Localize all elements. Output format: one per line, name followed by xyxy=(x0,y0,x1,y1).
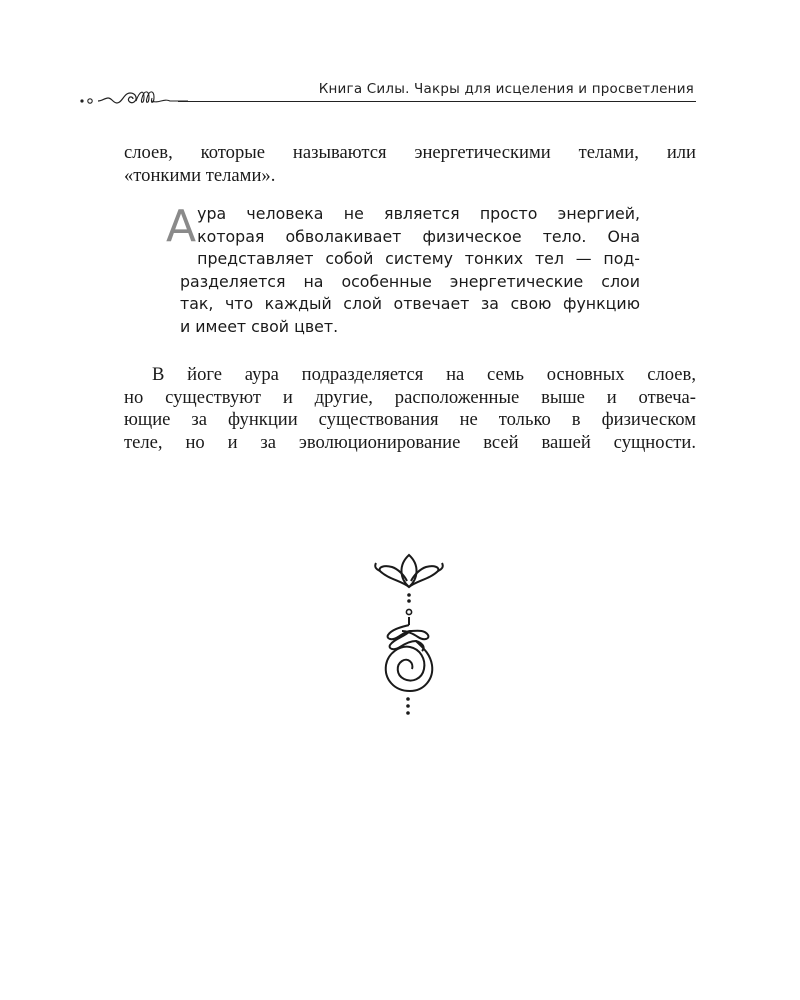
text-line: теле, но и за эволюционирование всей вашей сущности. xyxy=(124,431,696,453)
header-flourish-icon xyxy=(78,80,188,110)
text-line: «тонкими телами». xyxy=(124,164,276,186)
text-line: слоев, которые называются энергетическими телами, или xyxy=(124,142,696,163)
text-line: но существуют и другие, расположенные выше и отвеча- xyxy=(124,386,696,408)
header-title: Книга Силы. Чакры для исцеления и просветления xyxy=(318,81,694,97)
dropcap-letter: А xyxy=(166,201,197,252)
running-header xyxy=(78,70,696,110)
text-line: В йоге аура подразделяется на семь основных слоев, xyxy=(152,364,696,385)
quote-line: и имеет свой цвет. xyxy=(180,316,339,336)
quote-block xyxy=(166,203,640,339)
unalome-lotus-icon xyxy=(364,545,454,725)
text-line: ющие за функции существования не только в физическом xyxy=(124,409,696,430)
quote-line: представляет собой систему тонких тел — под- xyxy=(197,249,640,269)
paragraph-yoga xyxy=(124,364,696,454)
quote-line: разделяется на особенные энергетические слои xyxy=(180,271,640,291)
quote-line: так, что каждый слой отвечает за свою функцию xyxy=(180,294,640,314)
quote-line: которая обволакивает физическое тело. Она xyxy=(197,226,640,246)
quote-line: ура человека не является просто энергией, xyxy=(197,204,640,223)
paragraph-intro xyxy=(124,142,696,187)
header-rule xyxy=(178,101,696,102)
